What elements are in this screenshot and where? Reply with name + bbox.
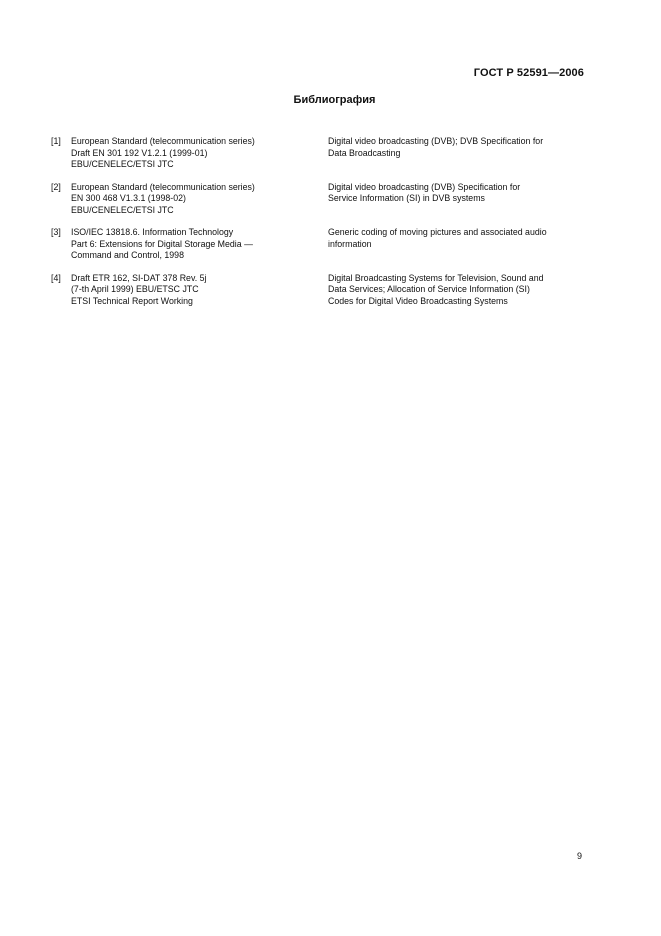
reference-line: Command and Control, 1998: [71, 250, 184, 260]
reference-line: ISO/IEC 13818.6. Information Technology: [71, 227, 234, 237]
title-line: Data Services; Allocation of Service Information (SI): [328, 284, 530, 294]
entry-reference: [71, 227, 328, 262]
reference-line: EN 300 468 V1.3.1 (1998-02): [71, 193, 186, 203]
page-number: 9: [576, 851, 582, 861]
reference-line: European Standard (telecommunication series): [71, 181, 255, 192]
reference-line: Draft EN 301 192 V1.2.1 (1999-01): [71, 147, 208, 158]
entry-reference: [71, 273, 328, 308]
bibliography-list: [51, 136, 591, 318]
entry-title: [328, 136, 591, 159]
reference-line: European Standard (telecommunication series): [71, 136, 255, 146]
section-title-wrapper: [0, 94, 661, 106]
bibliography-heading: Библиография: [293, 94, 376, 106]
bibliography-entry: [51, 227, 591, 262]
reference-line: ETSI Technical Report Working: [71, 295, 193, 306]
title-line: Digital video broadcasting (DVB) Specification for: [328, 181, 521, 192]
title-line: Generic coding of moving pictures and associated audio: [328, 227, 547, 237]
reference-line: Draft ETR 162, SI-DAT 378 Rev. 5j: [71, 272, 207, 283]
title-line: Digital video broadcasting (DVB); DVB Specification for: [328, 136, 544, 146]
title-line: Service Information (SI) in DVB systems: [328, 193, 485, 203]
entry-title: [328, 227, 591, 250]
entry-reference: [71, 136, 328, 171]
reference-line: EBU/CENELEC/ETSI JTC: [71, 204, 174, 215]
title-line: information: [328, 238, 372, 249]
title-line: Digital Broadcasting Systems for Television, Sound and: [328, 272, 544, 283]
entry-title: [328, 182, 591, 205]
entry-number: [3]: [51, 227, 61, 237]
reference-line: Part 6: Extensions for Digital Storage Media —: [71, 238, 253, 249]
document-code: ГОСТ Р 52591—2006: [473, 67, 584, 79]
entry-title: [328, 273, 591, 308]
reference-line: (7-th April 1999) EBU/ETSC JTC: [71, 284, 199, 294]
title-line: Data Broadcasting: [328, 147, 401, 158]
bibliography-entry: [51, 136, 591, 171]
entry-number: [2]: [51, 181, 61, 192]
bibliography-entry: [51, 273, 591, 308]
bibliography-entry: [51, 182, 591, 217]
entry-number: [1]: [51, 136, 61, 146]
entry-number: [4]: [51, 272, 61, 283]
entry-reference: [71, 182, 328, 217]
title-line: Codes for Digital Video Broadcasting Systems: [328, 295, 508, 306]
reference-line: EBU/CENELEC/ETSI JTC: [71, 159, 174, 169]
